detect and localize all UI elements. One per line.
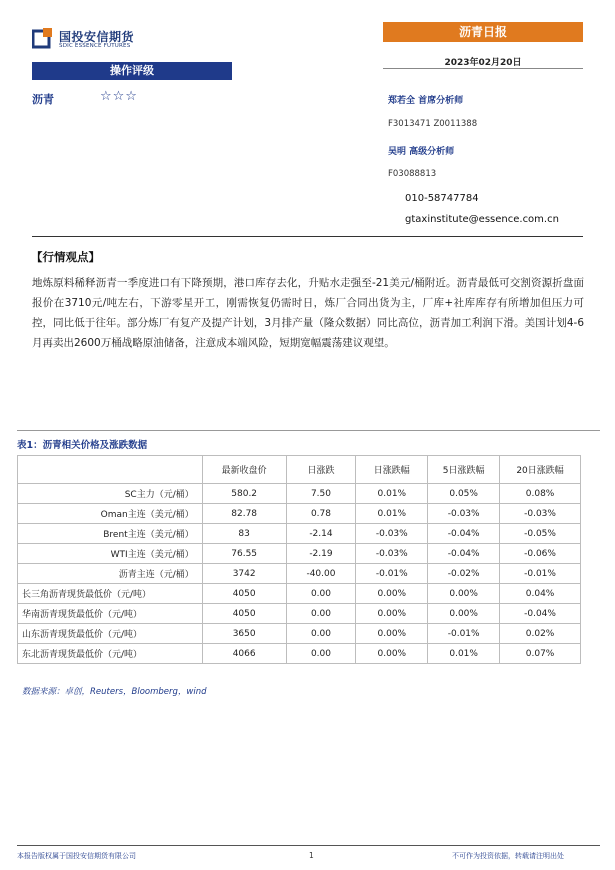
table-row [18, 524, 581, 544]
row-label: 长三角沥青现货最低价（元/吨） [18, 584, 203, 604]
report-type-banner: 沥青日报 [383, 22, 583, 42]
star-rating: ☆☆☆ [100, 89, 138, 104]
cell-20d-pct: 0.08% [500, 484, 581, 504]
table-row [18, 504, 581, 524]
cell-close: 82.78 [202, 504, 286, 524]
cell-5d-pct: -0.03% [428, 504, 500, 524]
cell-5d-pct: 0.01% [428, 644, 500, 664]
logo-text-cn: 国投安信期货 [59, 30, 135, 44]
analyst-2-cert: F03088813 [388, 169, 437, 179]
contact-phone: 010-58747784 [405, 193, 479, 204]
table-row [18, 604, 581, 624]
cell-change: 7.50 [286, 484, 356, 504]
cell-20d-pct: 0.04% [500, 584, 581, 604]
cell-close: 4050 [202, 584, 286, 604]
cell-20d-pct: 0.02% [500, 624, 581, 644]
footer-disclaimer: 不可作为投资依据，转载请注明出处 [452, 852, 564, 860]
cell-change: 0.00 [286, 644, 356, 664]
cell-close: 83 [202, 524, 286, 544]
cell-change-pct: -0.01% [356, 564, 428, 584]
product-name: 沥青 [32, 93, 54, 106]
table-row [18, 484, 581, 504]
cell-5d-pct: 0.00% [428, 584, 500, 604]
logo-text-en: SDIC ESSENCE FUTURES [59, 43, 131, 49]
row-label: Oman主连（美元/桶） [18, 504, 203, 524]
table-row [18, 584, 581, 604]
cell-change: 0.00 [286, 624, 356, 644]
table-title: 表1：沥青相关价格及涨跌数据 [17, 440, 148, 451]
cell-5d-pct: -0.04% [428, 544, 500, 564]
date-divider [383, 68, 583, 69]
cell-5d-pct: -0.02% [428, 564, 500, 584]
table-header-cell: 5日涨跌幅 [428, 456, 500, 484]
table-row [18, 564, 581, 584]
table-row [18, 544, 581, 564]
cell-20d-pct: -0.03% [500, 504, 581, 524]
table-row [18, 644, 581, 664]
cell-5d-pct: 0.00% [428, 604, 500, 624]
cell-change: 0.78 [286, 504, 356, 524]
cell-change-pct: -0.03% [356, 544, 428, 564]
row-label: 沥青主连（元/桶） [18, 564, 203, 584]
cell-change: -40.00 [286, 564, 356, 584]
cell-change-pct: -0.03% [356, 524, 428, 544]
cell-close: 76.55 [202, 544, 286, 564]
table-header-cell: 20日涨跌幅 [500, 456, 581, 484]
table-header-cell: 最新收盘价 [202, 456, 286, 484]
rating-bar: 操作评级 [32, 62, 232, 80]
table-header-row [18, 456, 581, 484]
row-label: 山东沥青现货最低价（元/吨） [18, 624, 203, 644]
table-row [18, 624, 581, 644]
company-logo [32, 26, 152, 54]
cell-change-pct: 0.00% [356, 604, 428, 624]
cell-20d-pct: -0.06% [500, 544, 581, 564]
page-number: 1 [309, 851, 314, 860]
cell-close: 4050 [202, 604, 286, 624]
cell-close: 580.2 [202, 484, 286, 504]
row-label: SC主力（元/桶） [18, 484, 203, 504]
cell-change: 0.00 [286, 584, 356, 604]
footer-copyright: 本报告版权属于国投安信期货有限公司 [17, 852, 136, 860]
analyst-1-name: 郑若全 首席分析师 [388, 96, 464, 106]
cell-close: 4066 [202, 644, 286, 664]
section-body: 地炼原料稀释沥青一季度进口有下降预期，港口库存去化，升贴水走强至-21美元/桶附近。沥青最低可交割资源折盘面报价在3710元/吨左右，下游零星开工，刚需恢复仍需时日，炼厂合同出货为主，厂库+社库库存有所增加但压力可控，同比低于往年。部分炼厂有复产及提产计划，3月排产量（隆众数据）同比高位，沥青加工利润下滑。美国计划4-6月再卖出2600万桶战略原油储备，注意成本端风险，短期宽幅震荡建议观望。 [32, 277, 584, 349]
cell-20d-pct: 0.07% [500, 644, 581, 664]
cell-close: 3650 [202, 624, 286, 644]
table-header-cell [18, 456, 203, 484]
cell-change-pct: 0.00% [356, 644, 428, 664]
cell-change-pct: 0.00% [356, 624, 428, 644]
cell-20d-pct: -0.04% [500, 604, 581, 624]
table-header-cell: 日涨跌 [286, 456, 356, 484]
cell-change-pct: 0.01% [356, 504, 428, 524]
row-label: Brent主连（美元/桶） [18, 524, 203, 544]
cell-5d-pct: -0.01% [428, 624, 500, 644]
row-label: 东北沥青现货最低价（元/吨） [18, 644, 203, 664]
section-title: 【行情观点】 [31, 250, 100, 264]
cell-change-pct: 0.00% [356, 584, 428, 604]
cell-change: 0.00 [286, 604, 356, 624]
report-date: 2023年02月20日 [444, 58, 522, 68]
cell-change: -2.19 [286, 544, 356, 564]
cell-change: -2.14 [286, 524, 356, 544]
cell-20d-pct: -0.01% [500, 564, 581, 584]
cell-5d-pct: -0.04% [428, 524, 500, 544]
footer-divider [17, 845, 600, 846]
section-divider [32, 236, 583, 237]
row-label: WTI主连（美元/桶） [18, 544, 203, 564]
data-source-note: 数据来源：卓创，Reuters，Bloomberg，wind [22, 687, 207, 697]
analyst-1-cert: F3013471 Z0011388 [388, 119, 478, 129]
contact-email[interactable]: gtaxinstitute@essence.com.cn [405, 214, 559, 225]
cell-change-pct: 0.01% [356, 484, 428, 504]
logo-mark-icon [32, 28, 54, 50]
table-divider [17, 430, 600, 431]
cell-close: 3742 [202, 564, 286, 584]
cell-5d-pct: 0.05% [428, 484, 500, 504]
table-header-cell: 日涨跌幅 [356, 456, 428, 484]
row-label: 华南沥青现货最低价（元/吨） [18, 604, 203, 624]
analyst-2-name: 吴明 高级分析师 [388, 147, 455, 157]
cell-20d-pct: -0.05% [500, 524, 581, 544]
price-table [17, 455, 581, 664]
